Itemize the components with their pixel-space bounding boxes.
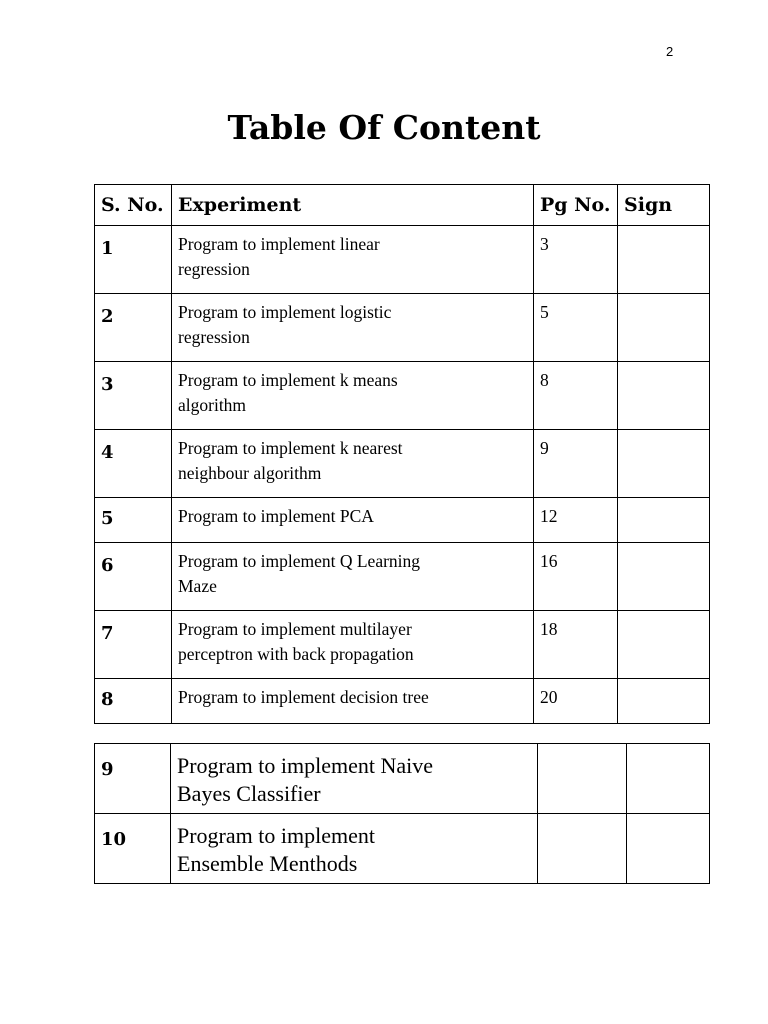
row-experiment-line1: Program to implement logistic bbox=[178, 302, 392, 322]
row-experiment-line2: Maze bbox=[178, 576, 217, 596]
row-sign bbox=[618, 294, 710, 362]
header-sno: S. No. bbox=[95, 185, 172, 226]
row-experiment bbox=[172, 294, 534, 362]
table-row bbox=[95, 430, 710, 498]
row-sign bbox=[618, 611, 710, 679]
row-experiment-line2: Bayes Classifier bbox=[177, 781, 321, 806]
row-sno: 2 bbox=[95, 294, 172, 362]
page-title: Table Of Content bbox=[227, 108, 541, 147]
row-experiment-line1: Program to implement decision tree bbox=[178, 687, 429, 707]
row-sign bbox=[618, 498, 710, 543]
table-row bbox=[95, 226, 710, 294]
row-sign bbox=[618, 430, 710, 498]
row-experiment-line2: perceptron with back propagation bbox=[178, 644, 414, 664]
row-pg-no: 5 bbox=[534, 294, 618, 362]
row-sno: 8 bbox=[95, 679, 172, 724]
row-experiment-line1: Program to implement k nearest bbox=[178, 438, 403, 458]
row-sign bbox=[618, 362, 710, 430]
row-experiment-line2: neighbour algorithm bbox=[178, 463, 322, 483]
row-experiment-line2: Ensemble Menthods bbox=[177, 851, 358, 876]
row-experiment-line2: regression bbox=[178, 327, 250, 347]
row-sno: 10 bbox=[95, 814, 171, 884]
row-sno: 4 bbox=[95, 430, 172, 498]
row-experiment-line2: algorithm bbox=[178, 395, 247, 415]
row-pg-no: 3 bbox=[534, 226, 618, 294]
table-header-row bbox=[95, 185, 710, 226]
row-experiment bbox=[172, 498, 534, 543]
row-pg-no: 8 bbox=[534, 362, 618, 430]
page-number: 2 bbox=[666, 44, 674, 59]
row-experiment bbox=[172, 430, 534, 498]
row-sign bbox=[618, 543, 710, 611]
row-sno: 9 bbox=[95, 744, 171, 814]
row-sno: 5 bbox=[95, 498, 172, 543]
row-sno: 1 bbox=[95, 226, 172, 294]
row-experiment-line1: Program to implement bbox=[177, 823, 375, 848]
row-experiment-line1: Program to implement Naive bbox=[177, 753, 433, 778]
row-experiment-line1: Program to implement PCA bbox=[178, 506, 374, 526]
row-experiment-line2: regression bbox=[178, 259, 250, 279]
table-row bbox=[95, 679, 710, 724]
table-of-contents-continued bbox=[94, 743, 710, 884]
row-experiment-line1: Program to implement multilayer bbox=[178, 619, 412, 639]
table-row bbox=[95, 611, 710, 679]
row-pg-no bbox=[538, 744, 627, 814]
table-row bbox=[95, 814, 710, 884]
row-experiment-line1: Program to implement linear bbox=[178, 234, 380, 254]
table-row bbox=[95, 498, 710, 543]
row-sign bbox=[627, 814, 710, 884]
row-pg-no: 9 bbox=[534, 430, 618, 498]
table-row bbox=[95, 294, 710, 362]
table-row bbox=[95, 543, 710, 611]
table-row bbox=[95, 362, 710, 430]
row-experiment bbox=[172, 611, 534, 679]
row-sign bbox=[618, 226, 710, 294]
row-experiment-line1: Program to implement Q Learning bbox=[178, 551, 421, 571]
row-experiment bbox=[171, 814, 538, 884]
row-pg-no: 20 bbox=[534, 679, 618, 724]
row-sign bbox=[627, 744, 710, 814]
row-pg-no bbox=[538, 814, 627, 884]
header-experiment: Experiment bbox=[172, 185, 534, 226]
row-experiment bbox=[171, 744, 538, 814]
row-sno: 3 bbox=[95, 362, 172, 430]
table-row bbox=[95, 744, 710, 814]
row-experiment bbox=[172, 543, 534, 611]
row-experiment bbox=[172, 226, 534, 294]
row-experiment bbox=[172, 679, 534, 724]
row-sno: 6 bbox=[95, 543, 172, 611]
row-experiment bbox=[172, 362, 534, 430]
row-sno: 7 bbox=[95, 611, 172, 679]
row-pg-no: 16 bbox=[534, 543, 618, 611]
header-pg-no: Pg No. bbox=[534, 185, 618, 226]
row-pg-no: 18 bbox=[534, 611, 618, 679]
row-sign bbox=[618, 679, 710, 724]
table-of-contents bbox=[94, 184, 710, 724]
row-experiment-line1: Program to implement k means bbox=[178, 370, 398, 390]
header-sign: Sign bbox=[618, 185, 710, 226]
row-pg-no: 12 bbox=[534, 498, 618, 543]
